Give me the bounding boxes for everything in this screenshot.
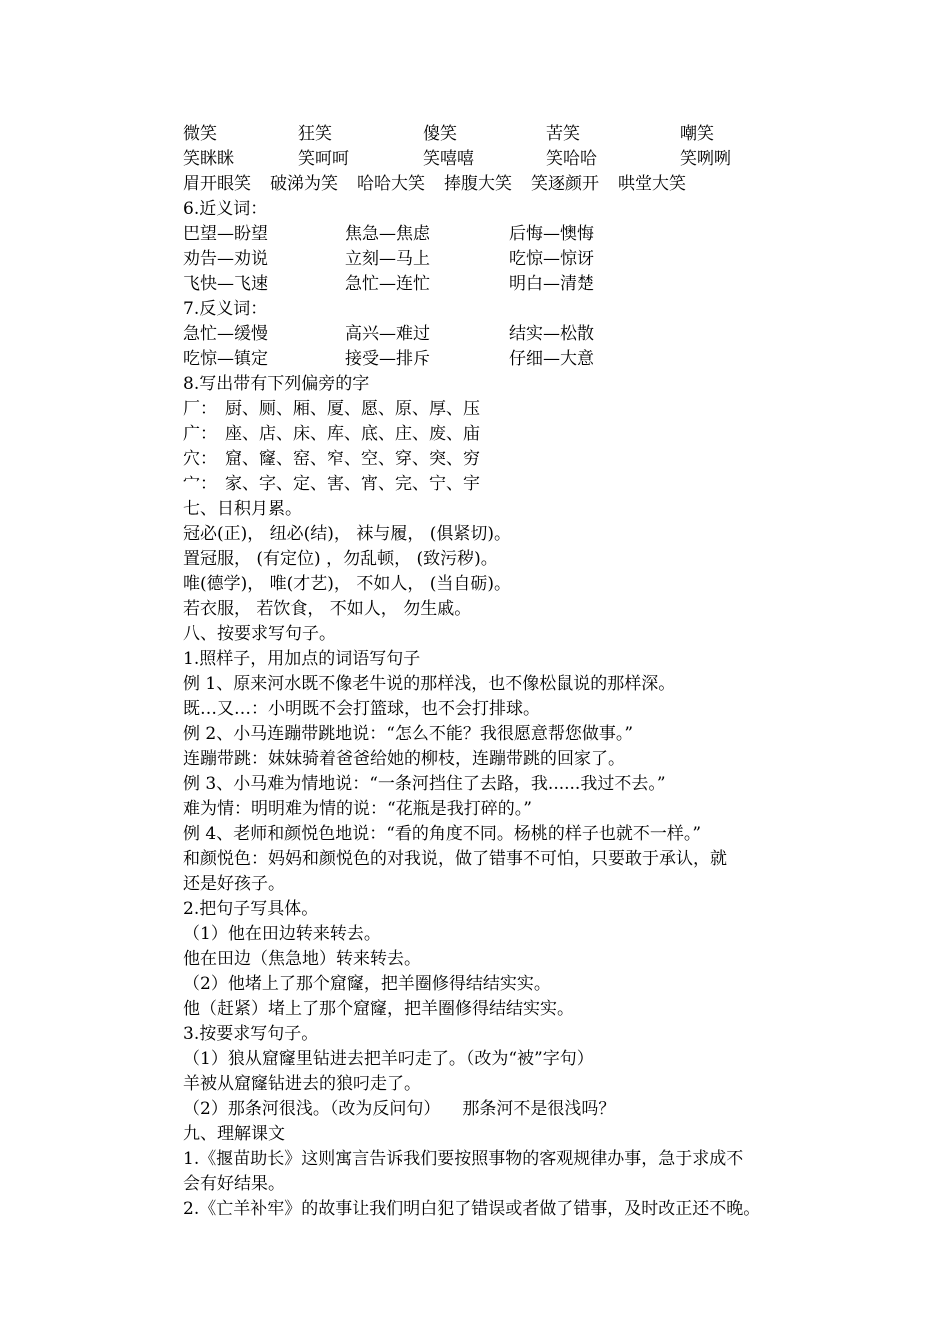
section-7-heading: 七、日积月累。: [183, 499, 302, 519]
text-line: 例 1、原来河水既不像老牛说的那样浅，也不像松鼠说的那样深。: [183, 674, 676, 694]
text-line: 难为情：明明难为情的说：“花瓶是我打碎的。”: [183, 799, 532, 819]
text-line: 唯(德学)， 唯(才艺)， 不如人， (当自砺)。: [183, 574, 512, 594]
radical-row: [183, 422, 843, 447]
question-text: （2）那条河很浅。（改为反问句）: [183, 1099, 441, 1119]
word: 微笑: [183, 124, 217, 144]
antonyms-row: [183, 347, 843, 372]
radical-chars: 厨、厕、厢、厦、愿、原、厚、压: [225, 399, 480, 419]
text-line: 羊被从窟窿钻进去的狼叼走了。: [183, 1074, 421, 1094]
smile-words-row-2: [183, 147, 843, 172]
word-pair: 吃惊—镇定: [183, 349, 268, 369]
word: 狂笑: [298, 124, 332, 144]
word-pair: 急忙—缓慢: [183, 324, 268, 344]
word-pair: 明白—清楚: [509, 274, 594, 294]
text-line: 还是好孩子。: [183, 874, 285, 894]
radical-chars: 窟、窿、窑、窄、空、穿、突、穷: [225, 449, 480, 469]
word-pair: 接受—排斥: [345, 349, 430, 369]
text-line: 冠必(正)， 纽必(结)， 袜与履， (俱紧切)。: [183, 524, 512, 544]
section-9-heading: 九、理解课文: [183, 1124, 285, 1144]
synonyms-row: [183, 222, 843, 247]
word: 哈哈大笑: [357, 174, 425, 194]
word: 捧腹大笑: [444, 174, 512, 194]
smile-words-row-3: [183, 172, 843, 197]
radical-label: 厂：: [183, 399, 217, 419]
text-line: 既…又…：小明既不会打篮球，也不会打排球。: [183, 699, 540, 719]
radical-chars: 座、店、床、库、底、庄、废、庙: [225, 424, 480, 444]
text-line: 3.按要求写句子。: [183, 1024, 319, 1044]
word: 笑嘻嘻: [423, 149, 474, 169]
word: 笑眯眯: [183, 149, 234, 169]
text-line: 1.《揠苗助长》这则寓言告诉我们要按照事物的客观规律办事，急于求成不: [183, 1149, 744, 1169]
word-pair: 焦急—焦虑: [345, 224, 430, 244]
word-pair: 急忙—连忙: [345, 274, 430, 294]
text-line: 例 2、小马连蹦带跳地说：“怎么不能？我很愿意帮您做事。”: [183, 724, 634, 744]
radical-label: 广：: [183, 424, 217, 444]
word: 笑逐颜开: [531, 174, 599, 194]
smile-words-row-1: [183, 122, 843, 147]
word-pair: 后悔—懊悔: [509, 224, 594, 244]
radical-label: 穴：: [183, 449, 217, 469]
word: 笑呵呵: [298, 149, 349, 169]
text-line: 2.把句子写具体。: [183, 899, 319, 919]
word: 眉开眼笑: [183, 174, 251, 194]
radical-row: [183, 397, 843, 422]
text-line: 他（赶紧）堵上了那个窟窿，把羊圈修得结结实实。: [183, 999, 574, 1019]
word: 嘲笑: [680, 124, 714, 144]
text-line: 置冠服， (有定位) ，勿乱顿， (致污秽)。: [183, 549, 498, 569]
text-line: [183, 1097, 843, 1122]
word: 傻笑: [423, 124, 457, 144]
radical-label: 宀：: [183, 474, 217, 494]
word-pair: 立刻—马上: [345, 249, 430, 269]
text-line: 例 4、老师和颜悦色地说：“看的角度不同。杨桃的样子也就不一样。”: [183, 824, 702, 844]
word-pair: 劝告—劝说: [183, 249, 268, 269]
text-line: （2）他堵上了那个窟窿，把羊圈修得结结实实。: [183, 974, 551, 994]
word: 笑咧咧: [680, 149, 731, 169]
radicals-heading: 8.写出带有下列偏旁的字: [183, 374, 370, 394]
text-line: 2.《亡羊补牢》的故事让我们明白犯了错误或者做了错事，及时改正还不晚。: [183, 1199, 761, 1219]
text-line: 他在田边（焦急地）转来转去。: [183, 949, 421, 969]
text-line: 和颜悦色：妈妈和颜悦色的对我说，做了错事不可怕，只要敢于承认，就: [183, 849, 727, 869]
word: 苦笑: [546, 124, 580, 144]
text-line: 会有好结果。: [183, 1174, 285, 1194]
synonyms-row: [183, 247, 843, 272]
text-line: 1.照样子，用加点的词语写句子: [183, 649, 421, 669]
antonyms-row: [183, 322, 843, 347]
word-pair: 飞快—飞速: [183, 274, 268, 294]
word: 笑哈哈: [546, 149, 597, 169]
word-pair: 巴望—盼望: [183, 224, 268, 244]
radical-row: [183, 472, 843, 497]
text-line: （1）他在田边转来转去。: [183, 924, 381, 944]
text-line: 连蹦带跳：妹妹骑着爸爸给她的柳枝，连蹦带跳的回家了。: [183, 749, 625, 769]
radical-row: [183, 447, 843, 472]
text-line: （1）狼从窟窿里钻进去把羊叼走了。（改为“被”字句）: [183, 1049, 594, 1069]
antonyms-heading: 7.反义词：: [183, 299, 268, 319]
word-pair: 仔细—大意: [509, 349, 594, 369]
word: 哄堂大笑: [618, 174, 686, 194]
synonyms-row: [183, 272, 843, 297]
word-pair: 高兴—难过: [345, 324, 430, 344]
synonyms-heading: 6.近义词：: [183, 199, 268, 219]
word-pair: 结实—松散: [509, 324, 594, 344]
text-line: 例 3、小马难为情地说：“一条河挡住了去路，我......我过不去。”: [183, 774, 666, 794]
text-line: 若衣服， 若饮食， 不如人， 勿生戚。: [183, 599, 472, 619]
word-pair: 吃惊—惊讶: [509, 249, 594, 269]
word: 破涕为笑: [270, 174, 338, 194]
answer-text: 那条河不是很浅吗？: [462, 1099, 616, 1119]
section-8-heading: 八、按要求写句子。: [183, 624, 336, 644]
radical-chars: 家、字、定、害、宵、完、宁、宇: [225, 474, 480, 494]
document-page: [183, 122, 843, 1222]
